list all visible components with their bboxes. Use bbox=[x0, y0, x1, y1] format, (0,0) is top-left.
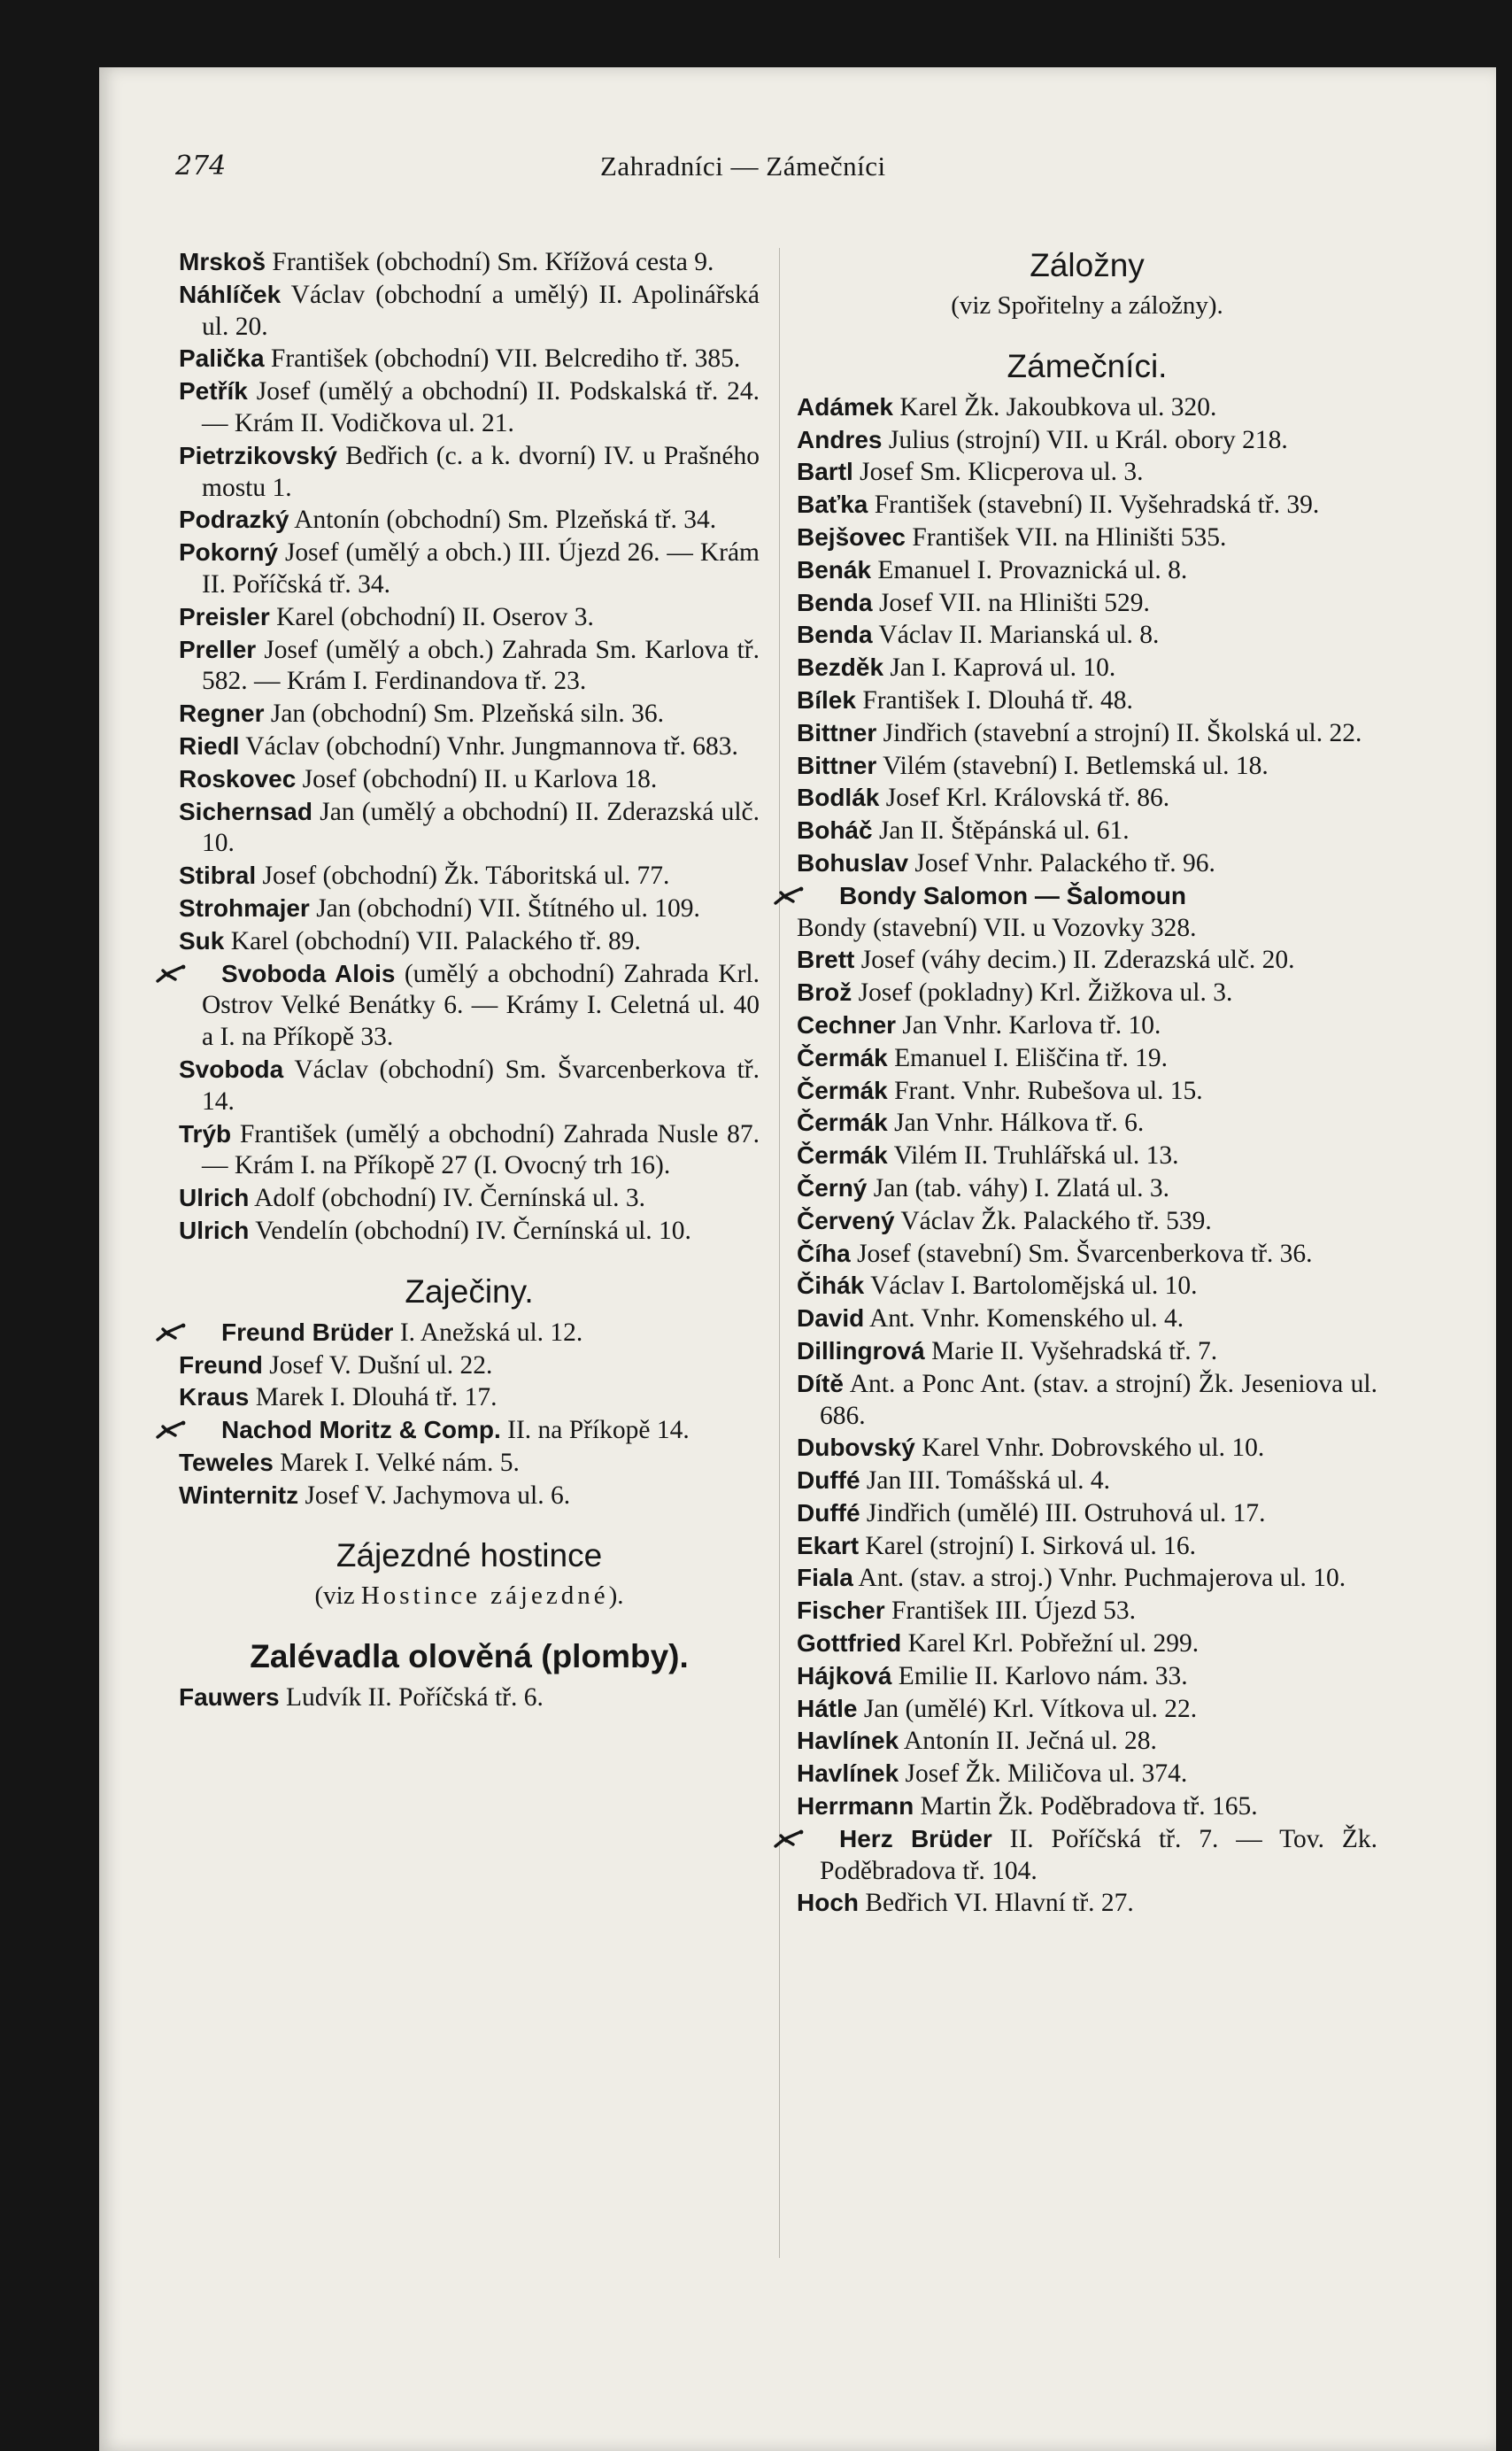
entry-text: Marek I. Dlouhá tř. 17. bbox=[249, 1383, 498, 1412]
entry-text: František (umělý a obchodní) Zahrada Nusle 87. — Krám I. na Příkopě 27 (I. Ovocný trh 16). bbox=[202, 1119, 760, 1180]
entry-name: Havlínek bbox=[797, 1727, 899, 1755]
section-title-zamecnici: Zámečníci. bbox=[1007, 347, 1168, 384]
entry-name: Regner bbox=[179, 700, 265, 728]
entry-text: Jan (umělé) Krl. Vítkova ul. 22. bbox=[857, 1694, 1198, 1723]
directory-entry bbox=[797, 1075, 1377, 1108]
entry-name: Suk bbox=[179, 926, 225, 955]
directory-entry bbox=[797, 424, 1377, 457]
directory-entry bbox=[797, 1562, 1377, 1595]
pointing-hand-icon bbox=[797, 1827, 830, 1848]
directory-entry bbox=[797, 456, 1377, 489]
entry-name: Fiala bbox=[797, 1564, 853, 1592]
entry-name: Freund bbox=[179, 1350, 263, 1379]
entry-name: Kraus bbox=[179, 1383, 250, 1411]
directory-entry bbox=[179, 958, 760, 1054]
entry-text: Josef (obchodní) II. u Karlova 18. bbox=[296, 764, 658, 793]
section-title-zalozny: Záložny bbox=[1030, 247, 1145, 283]
entry-text: Ludvík II. Poříčská tř. 6. bbox=[279, 1683, 544, 1713]
entry-name: Teweles bbox=[179, 1448, 274, 1476]
entry-name: Bejšovec bbox=[797, 522, 906, 551]
entry-name: Baťka bbox=[797, 491, 868, 519]
page-header bbox=[175, 151, 1096, 189]
entry-text: Josef Sm. Klicperova ul. 3. bbox=[852, 458, 1144, 487]
directory-entry bbox=[179, 1215, 760, 1248]
entry-name: Fischer bbox=[797, 1597, 885, 1625]
entry-text: Emanuel I. Provaznická ul. 8. bbox=[871, 555, 1188, 584]
entry-name: Brož bbox=[797, 978, 852, 1007]
entry-text: Karel (strojní) I. Sirková ul. 16. bbox=[859, 1531, 1197, 1560]
entry-text: Jan Vnhr. Karlova tř. 10. bbox=[896, 1010, 1161, 1040]
entry-name: Fauwers bbox=[179, 1683, 280, 1712]
entry-text: František III. Újezd 53. bbox=[884, 1597, 1137, 1626]
entry-name: Červený bbox=[797, 1206, 895, 1234]
entry-name: Pokorný bbox=[179, 538, 279, 567]
entry-name: Preller bbox=[179, 635, 257, 663]
entry-name: Brett bbox=[797, 946, 855, 974]
directory-entry bbox=[179, 731, 760, 763]
entry-text: Vilém (stavební) I. Betlemská ul. 18. bbox=[876, 751, 1269, 780]
entry-name: Adámek bbox=[797, 392, 893, 421]
section-title-zajeciny: Zaječiny. bbox=[405, 1272, 534, 1310]
entry-name: Bodlák bbox=[797, 784, 880, 812]
note-spaced-reference: Hostince zájezdné bbox=[360, 1581, 609, 1611]
directory-entry bbox=[179, 1054, 760, 1118]
right-column bbox=[797, 246, 1377, 1920]
entry-text: Vilém II. Truhlářská ul. 13. bbox=[887, 1141, 1179, 1171]
entry-text: Martin Žk. Poděbradova tř. 165. bbox=[914, 1792, 1258, 1821]
entry-text: František (obchodní) VII. Belcrediho tř. 385. bbox=[264, 344, 741, 374]
entry-text: Jindřich (umělé) III. Ostruhová ul. 17. bbox=[860, 1498, 1266, 1527]
directory-entry bbox=[797, 1693, 1377, 1726]
entry-name: Stibral bbox=[179, 862, 257, 890]
entry-text: Karel Krl. Pobřežní ul. 299. bbox=[901, 1629, 1200, 1658]
directory-entry bbox=[797, 1758, 1377, 1790]
directory-entry bbox=[797, 815, 1377, 847]
entry-text: Bondy (stavební) VII. u Vozovky 328. bbox=[797, 913, 1197, 942]
directory-entry bbox=[179, 634, 760, 699]
entry-name: Pietrzikovský bbox=[179, 441, 337, 469]
directory-entry bbox=[179, 1182, 760, 1215]
entry-text: Ant. (stav. a stroj.) Vnhr. Puchmajerova ul. 10. bbox=[852, 1564, 1346, 1593]
directory-entry bbox=[179, 246, 760, 279]
entry-text: Josef (umělý a obch.) Zahrada Sm. Karlova tř. 582. — Krám I. Ferdinandova tř. 23. bbox=[202, 635, 760, 696]
entry-name: Roskovec bbox=[179, 764, 297, 793]
entry-name: Svoboda Alois bbox=[221, 959, 396, 987]
zajeciny-entries bbox=[179, 1317, 760, 1512]
entry-name: David bbox=[797, 1304, 865, 1333]
directory-entry bbox=[797, 1303, 1377, 1335]
entry-text: Adolf (obchodní) IV. Černínská ul. 3. bbox=[249, 1184, 646, 1213]
entry-name: Čihák bbox=[797, 1272, 865, 1300]
directory-entry bbox=[797, 1172, 1377, 1205]
entry-name: Herrmann bbox=[797, 1792, 914, 1821]
directory-entry bbox=[797, 1042, 1377, 1075]
entry-text: Jan III. Tomášská ul. 4. bbox=[860, 1466, 1111, 1496]
directory-entry bbox=[179, 763, 760, 796]
entry-name: Freund Brüder bbox=[221, 1318, 394, 1346]
directory-entry bbox=[797, 1270, 1377, 1303]
entry-name: Duffé bbox=[797, 1466, 860, 1495]
directory-entry bbox=[179, 1480, 760, 1512]
directory-entry bbox=[797, 1530, 1377, 1563]
entry-name: Černý bbox=[797, 1173, 868, 1202]
entry-text: Václav Žk. Palackého tř. 539. bbox=[894, 1206, 1212, 1235]
entry-text: Josef VII. na Hliništi 529. bbox=[872, 588, 1150, 617]
entry-text: Marek I. Velké nám. 5. bbox=[273, 1448, 520, 1477]
directory-entry bbox=[797, 717, 1377, 750]
directory-entry bbox=[797, 1140, 1377, 1172]
entry-name: Dillingrová bbox=[797, 1336, 925, 1365]
directory-entry bbox=[179, 601, 760, 634]
directory-entry bbox=[179, 1317, 760, 1349]
directory-entry bbox=[797, 1790, 1377, 1823]
entry-text: Jan (obchodní) VII. Štítného ul. 109. bbox=[309, 893, 700, 923]
entry-name: Duffé bbox=[797, 1498, 860, 1527]
entry-name: Riedl bbox=[179, 731, 240, 760]
entry-name: Čermák bbox=[797, 1109, 888, 1137]
directory-entry bbox=[797, 1595, 1377, 1628]
entry-text: Václav (obchodní) Vnhr. Jungmannova tř. 683. bbox=[239, 731, 738, 761]
directory-entry bbox=[797, 1497, 1377, 1530]
entry-text: Vendelín (obchodní) IV. Černínská ul. 10. bbox=[249, 1216, 691, 1245]
entry-name: Sichernsad bbox=[179, 797, 312, 825]
directory-entry bbox=[797, 782, 1377, 815]
entry-text: Jindřich (stavební a strojní) II. Školská ul. 22. bbox=[876, 718, 1362, 747]
directory-entry bbox=[797, 977, 1377, 1009]
entry-name: Bezděk bbox=[797, 653, 884, 682]
entry-name: Bittner bbox=[797, 718, 877, 746]
directory-entry bbox=[179, 537, 760, 601]
directory-entry bbox=[797, 1725, 1377, 1758]
section-title-hostince: Zájezdné hostince bbox=[336, 1537, 603, 1574]
note-prefix: (viz bbox=[314, 1581, 361, 1611]
directory-entry bbox=[797, 847, 1377, 880]
entry-text: František (stavební) II. Vyšehradská tř. 39. bbox=[868, 491, 1320, 520]
entry-text: (umělý a obchodní) Zahrada Krl. Ostrov Velké Benátky 6. — Krámy I. Celetná ul. 40 a I. na Příkopě 33. bbox=[202, 959, 760, 1052]
entry-text: Josef Žk. Miličova ul. 374. bbox=[899, 1759, 1188, 1789]
pointing-hand-icon bbox=[179, 1418, 212, 1439]
directory-entry bbox=[179, 925, 760, 958]
zamecnici-entries bbox=[797, 391, 1377, 1920]
directory-entry bbox=[179, 796, 760, 861]
directory-entry bbox=[797, 587, 1377, 620]
entry-name: Benák bbox=[797, 555, 872, 584]
section-title-zalevadla: Zalévadla olověná (plomby). bbox=[250, 1638, 689, 1675]
entry-name: Strohmajer bbox=[179, 893, 310, 922]
entry-text: František VII. na Hliništi 535. bbox=[905, 522, 1227, 552]
directory-entry bbox=[797, 391, 1377, 424]
directory-entry bbox=[179, 1682, 760, 1714]
entry-text: Jan II. Štěpánská ul. 61. bbox=[872, 816, 1130, 846]
entry-name: Hájková bbox=[797, 1661, 892, 1689]
entry-name: Číha bbox=[797, 1239, 851, 1267]
entry-name: Bílek bbox=[797, 685, 856, 714]
entry-text: Josef (stavební) Sm. Švarcenberkova tř. 36. bbox=[850, 1239, 1313, 1268]
entry-text: Jan Vnhr. Hálkova tř. 6. bbox=[887, 1109, 1145, 1138]
page-number: 274 bbox=[175, 151, 227, 182]
entry-text: František I. Dlouhá tř. 48. bbox=[855, 685, 1133, 715]
entry-name: Trýb bbox=[179, 1119, 232, 1148]
directory-entry bbox=[797, 1823, 1377, 1888]
entry-text: Václav I. Bartolomějská ul. 10. bbox=[864, 1272, 1198, 1301]
entry-name: Benda bbox=[797, 621, 873, 649]
section-note-hostince bbox=[179, 1581, 760, 1612]
entry-name: Andres bbox=[797, 425, 883, 453]
entry-name: Boháč bbox=[797, 816, 873, 845]
running-head: Zahradníci — Zámečníci bbox=[600, 151, 886, 182]
directory-entry bbox=[797, 1335, 1377, 1368]
directory-entry bbox=[797, 750, 1377, 783]
left-entries-a bbox=[179, 246, 760, 958]
entry-text: Antonín II. Ječná ul. 28. bbox=[899, 1727, 1157, 1756]
directory-entry bbox=[797, 1628, 1377, 1660]
directory-entry bbox=[797, 1465, 1377, 1497]
entry-name: Ulrich bbox=[179, 1184, 250, 1212]
directory-entry bbox=[797, 554, 1377, 587]
entry-text: Jan I. Kaprová ul. 10. bbox=[883, 653, 1116, 683]
entry-text: Josef V. Jachymova ul. 6. bbox=[298, 1481, 571, 1510]
directory-entry bbox=[179, 375, 760, 440]
pointing-hand-icon bbox=[179, 1320, 212, 1341]
entry-text: Václav II. Marianská ul. 8. bbox=[872, 621, 1160, 650]
entry-text: II. na Příkopě 14. bbox=[500, 1416, 690, 1445]
column-divider bbox=[779, 248, 780, 2258]
entry-name: Cechner bbox=[797, 1010, 897, 1039]
directory-entry bbox=[797, 1368, 1377, 1433]
directory-entry bbox=[179, 893, 760, 925]
entry-text: Frant. Vnhr. Rubešova ul. 15. bbox=[887, 1076, 1203, 1105]
directory-entry bbox=[797, 1107, 1377, 1140]
entry-text: Bedřich (c. a k. dvorní) IV. u Prašného mostu 1. bbox=[202, 441, 760, 502]
entry-name: Winternitz bbox=[179, 1481, 299, 1509]
directory-entry bbox=[179, 1349, 760, 1382]
section-note-zalozny: (viz Spořitelny a záložny). bbox=[951, 291, 1223, 320]
directory-entry bbox=[797, 652, 1377, 684]
entry-text: Josef Krl. Královská tř. 86. bbox=[879, 784, 1170, 813]
left-entries-b bbox=[179, 1054, 760, 1248]
directory-entry bbox=[797, 489, 1377, 522]
entry-text: Jan (tab. váhy) I. Zlatá ul. 3. bbox=[867, 1173, 1169, 1202]
directory-entry bbox=[797, 1887, 1377, 1920]
entry-text: II. Poříčská tř. 7. — Tov. Žk. Poděbradova tř. 104. bbox=[820, 1824, 1378, 1885]
directory-entry bbox=[179, 1381, 760, 1414]
entry-name: Bittner bbox=[797, 751, 877, 779]
directory-entry bbox=[179, 440, 760, 505]
entry-text: Josef Vnhr. Palackého tř. 96. bbox=[908, 848, 1215, 878]
directory-entry bbox=[797, 1432, 1377, 1465]
directory-entry bbox=[797, 1009, 1377, 1042]
entry-text: Karel Vnhr. Dobrovského ul. 10. bbox=[914, 1434, 1265, 1463]
entry-name: Mrskoš bbox=[179, 248, 266, 275]
entry-text: Ant. Vnhr. Komenského ul. 4. bbox=[864, 1304, 1184, 1334]
entry-text: Marie II. Vyšehradská tř. 7. bbox=[924, 1336, 1218, 1365]
entry-name: Palička bbox=[179, 344, 265, 373]
entry-name: Dítě bbox=[797, 1369, 844, 1397]
entry-name: Petřík bbox=[179, 377, 248, 406]
entry-name: Gottfried bbox=[797, 1629, 902, 1658]
directory-entry bbox=[179, 698, 760, 731]
entry-name: Herz Brüder bbox=[839, 1824, 992, 1852]
directory-entry bbox=[179, 504, 760, 537]
entry-name: Benda bbox=[797, 588, 873, 616]
entry-name: Čermák bbox=[797, 1043, 888, 1071]
directory-entry bbox=[797, 880, 1377, 913]
entry-name: Ekart bbox=[797, 1531, 860, 1559]
entry-name: Čermák bbox=[797, 1076, 888, 1104]
entry-text: Václav (obchodní a umělý) II. Apolinářská ul. 20. bbox=[202, 280, 760, 341]
pointing-hand-icon bbox=[797, 884, 830, 905]
entry-name: Hátle bbox=[797, 1694, 858, 1722]
entry-text: Jan (umělý a obchodní) II. Zderazská ulč. 10. bbox=[202, 797, 760, 858]
entry-name: Dubovský bbox=[797, 1434, 915, 1462]
entry-text: Julius (strojní) VII. u Král. obory 218. bbox=[882, 425, 1288, 454]
entry-text: Bedřich VI. Hlavní tř. 27. bbox=[859, 1889, 1134, 1918]
entry-text: Václav (obchodní) Sm. Švarcenberkova tř. 14. bbox=[202, 1055, 760, 1116]
directory-entry bbox=[797, 684, 1377, 717]
directory-entry bbox=[797, 619, 1377, 652]
directory-entry bbox=[797, 944, 1377, 977]
directory-entry bbox=[797, 522, 1377, 554]
entry-text: Antonín (obchodní) Sm. Plzeňská tř. 34. bbox=[289, 506, 717, 535]
directory-entry bbox=[179, 1118, 760, 1183]
directory-entry bbox=[797, 1660, 1377, 1693]
directory-entry bbox=[797, 1205, 1377, 1238]
entry-text: Josef (umělý a obchodní) II. Podskalská tř. 24. — Krám II. Vodičkova ul. 21. bbox=[202, 377, 760, 437]
entry-text: Josef (váhy decim.) II. Zderazská ulč. 20. bbox=[854, 946, 1295, 975]
directory-entry bbox=[179, 1414, 760, 1447]
directory-entry bbox=[797, 1238, 1377, 1271]
entry-text: Josef (pokladny) Krl. Žižkova ul. 3. bbox=[852, 978, 1233, 1008]
directory-entry bbox=[179, 279, 760, 344]
entry-name: Svoboda bbox=[179, 1055, 284, 1083]
entry-text: Karel (obchodní) II. Oserov 3. bbox=[269, 602, 594, 631]
entry-name: Havlínek bbox=[797, 1759, 899, 1788]
entry-name: Bartl bbox=[797, 458, 853, 486]
entry-text: František (obchodní) Sm. Křížová cesta 9. bbox=[266, 248, 714, 276]
entry-name: Preisler bbox=[179, 602, 270, 630]
left-column bbox=[179, 246, 760, 1714]
entry-text: Ant. a Ponc Ant. (stav. a strojní) Žk. Jeseniova ul. 686. bbox=[820, 1369, 1377, 1430]
note-suffix: ). bbox=[608, 1581, 624, 1611]
pointing-hand-icon bbox=[179, 962, 212, 983]
entry-name: Nachod Moritz & Comp. bbox=[221, 1416, 501, 1444]
entry-text: Josef (umělý a obch.) III. Újezd 26. — Krám II. Poříčská tř. 34. bbox=[202, 538, 760, 599]
entry-text: Josef V. Dušní ul. 22. bbox=[262, 1350, 493, 1380]
entry-text: Josef (obchodní) Žk. Táboritská ul. 77. bbox=[256, 862, 670, 891]
directory-entry bbox=[179, 860, 760, 893]
entry-name: Bohuslav bbox=[797, 848, 909, 877]
entry-name: Čermák bbox=[797, 1141, 888, 1170]
entry-name: Ulrich bbox=[179, 1216, 250, 1244]
entry-text: Karel Žk. Jakoubkova ul. 320. bbox=[892, 392, 1217, 421]
entry-text: Emanuel I. Eliščina tř. 19. bbox=[887, 1043, 1168, 1072]
entry-name: Náhlíček bbox=[179, 280, 282, 308]
directory-entry bbox=[179, 1447, 760, 1480]
entry-text: I. Anežská ul. 12. bbox=[393, 1318, 583, 1347]
entry-name: Bondy Salomon — Šalomoun bbox=[839, 881, 1187, 909]
entry-text: Karel (obchodní) VII. Palackého tř. 89. bbox=[224, 926, 641, 955]
entry-name: Podrazký bbox=[179, 506, 289, 534]
directory-entry bbox=[797, 913, 1377, 945]
entry-text: Jan (obchodní) Sm. Plzeňská siln. 36. bbox=[264, 700, 664, 729]
entry-name: Hoch bbox=[797, 1889, 859, 1917]
entry-text: Emilie II. Karlovo nám. 33. bbox=[891, 1661, 1188, 1690]
directory-entry bbox=[179, 343, 760, 375]
